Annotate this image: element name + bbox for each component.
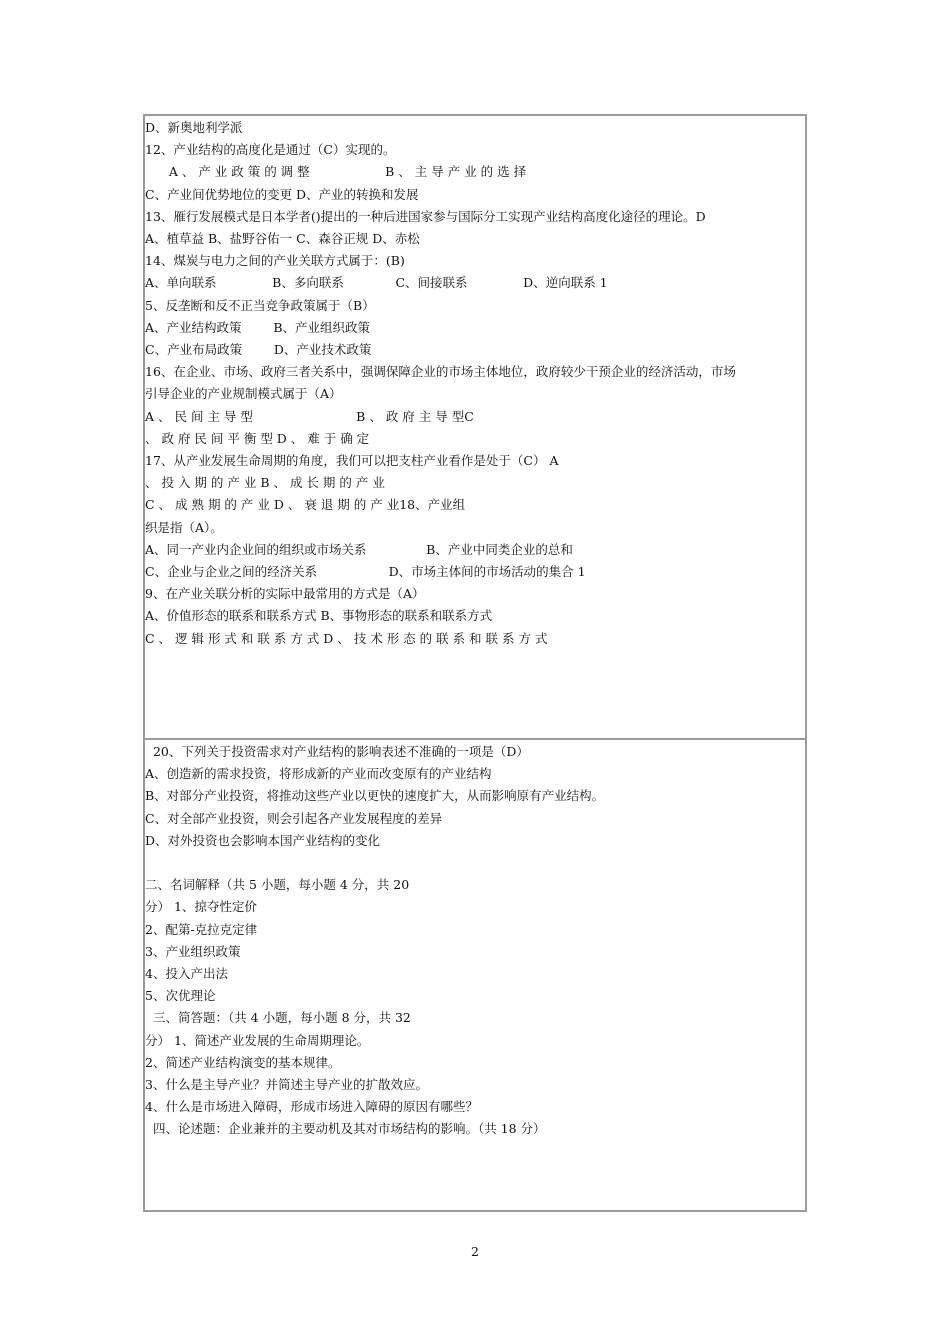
text-line: 5、反垄断和反不正当竞争政策属于（B） [145, 297, 375, 313]
text-line: A、创造新的需求投资，将形成新的产业而改变原有的产业结构 [145, 766, 492, 782]
text-line: 13、雁行发展模式是日本学者()提出的一种后进国家参与国际分工实现产业结构高度化途径的理论。D [145, 208, 706, 224]
text-line: 20、下列关于投资需求对产业结构的影响表述不准确的一项是（D） [145, 744, 529, 759]
text-line: 织是指（A）。 [145, 519, 223, 535]
text-line: A、同一产业内企业间的组织或市场关系 B、产业中同类企业的总和 [145, 541, 573, 557]
text-line: 5、次优理论 [145, 988, 216, 1004]
text-line: 2、简述产业结构演变的基本规律。 [145, 1054, 341, 1070]
text-line: 4、投入产出法 [145, 966, 228, 981]
text-line: D、新奥地利学派 [145, 120, 243, 135]
text-line: C、产业间优势地位的变更 D、产业的转换和发展 [145, 186, 419, 202]
text-line: A、植草益 B、盐野谷佑一 C、森谷正规 D、赤松 [145, 231, 420, 246]
text-line: 4、什么是市场进入障碍，形成市场进入障碍的原因有哪些？ [145, 1099, 478, 1115]
text-line: 引导企业的产业规制模式属于（A） [145, 386, 342, 402]
text-line: 三、简答题：（共 4 小题，每小题 8 分，共 32 [145, 1010, 411, 1026]
page-number: 2 [471, 1244, 479, 1259]
text-line: C 、 逻 辑 形 式 和 联 系 方 式 D 、 技 术 形 态 的 联 系 和 联 系 方 式 [145, 630, 548, 646]
text-line: A、价值形态的联系和联系方式 B、事物形态的联系和联系方式 [145, 608, 493, 624]
text-line: 分） 1、掠夺性定价 [145, 899, 257, 915]
text-line: C、企业与企业之间的经济关系 D、市场主体间的市场活动的集合 1 [145, 564, 586, 579]
text-line: 3、产业组织政策 [145, 943, 241, 959]
text-line: A、单向联系 B、多向联系 C、间接联系 D、逆向联系 1 [145, 275, 608, 291]
text-line: 二、名词解释（共 5 小题，每小题 4 分，共 20 [145, 877, 410, 893]
text-line: 16、在企业、市场、政府三者关系中，强调保障企业的市场主体地位，政府较少干预企业的经济活动，市场 [145, 364, 736, 380]
text-line: A 、 产 业 政 策 的 调 整 B 、 主 导 产 业 的 选 择 [145, 164, 527, 180]
text-line: D、对外投资也会影响本国产业结构的变化 [145, 832, 381, 848]
text-line: C 、 成 熟 期 的 产 业 D 、 衰 退 期 的 产 业18、产业组 [145, 497, 466, 513]
text-line: 四、论述题：企业兼并的主要动机及其对市场结构的影响。（共 18 分） [145, 1121, 546, 1137]
text-line: 12、产业结构的高度化是通过（C）实现的。 [145, 142, 396, 158]
text-line: A 、 民 间 主 导 型 B 、 政 府 主 导 型C [145, 408, 474, 424]
text-line: 、 投 入 期 的 产 业 B 、 成 长 期 的 产 业 [145, 475, 385, 491]
text-line: C、对全部产业投资，则会引起各产业发展程度的差异 [145, 810, 443, 826]
text-line: 、 政 府 民 间 平 衡 型 D 、 难 于 确 定 [145, 430, 370, 446]
text-line: A、产业结构政策 B、产业组织政策 [145, 319, 371, 335]
text-line: 2、配第-克拉克定律 [145, 921, 258, 937]
text-line: 14、煤炭与电力之间的产业关联方式属于：(B) [145, 253, 405, 269]
text-line: 分） 1、简述产业发展的生命周期理论。 [145, 1032, 370, 1048]
text-line: 9、在产业关联分析的实际中最常用的方式是（A） [145, 586, 425, 602]
text-line: 17、从产业发展生命周期的角度，我们可以把支柱产业看作是处于（C） A [145, 453, 559, 468]
text-line: C、产业布局政策 D、产业技术政策 [145, 342, 372, 357]
text-line: B、对部分产业投资，将推动这些产业以更快的速度扩大，从而影响原有产业结构。 [145, 788, 605, 804]
text-line: 3、什么是主导产业？并简述主导产业的扩散效应。 [145, 1077, 428, 1092]
